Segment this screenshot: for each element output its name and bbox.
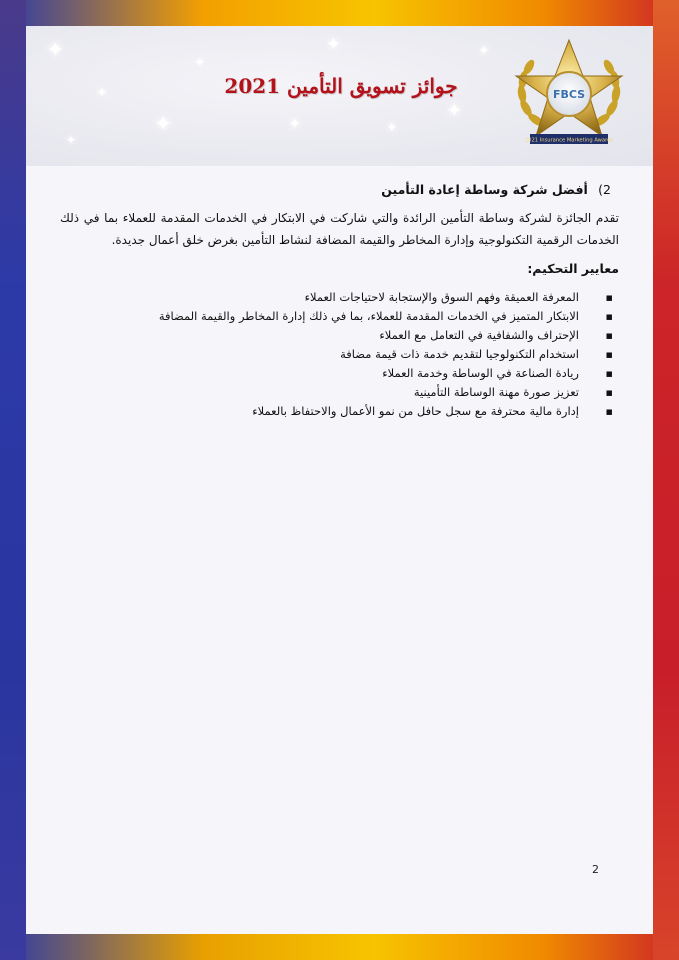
list-item-text: استخدام التكنولوجيا لتقديم خدمة ذات قيمة مضافة: [340, 347, 579, 361]
sparkle-icon: ✦: [446, 98, 463, 122]
list-item: [60, 326, 619, 345]
header-banner: [26, 26, 653, 166]
fbcs-award-emblem-icon: [510, 36, 628, 154]
page-number: 2: [592, 863, 599, 876]
list-item-text: الإحتراف والشفافية في التعامل مع العملاء: [379, 328, 579, 342]
border-bottom: [0, 934, 679, 960]
list-item-text: إدارة مالية محترفة مع سجل حافل من نمو الأعمال والاحتفاظ بالعملاء: [252, 404, 579, 418]
sparkle-icon: ✦: [326, 34, 342, 55]
logo-brand-text: FBCS: [552, 88, 586, 101]
sparkle-icon: ✦: [194, 55, 206, 71]
list-item: [60, 345, 619, 364]
page-title: جوائز تسويق التأمين 2021: [224, 74, 458, 98]
list-item-text: تعزيز صورة مهنة الوساطة التأمينية: [413, 385, 579, 399]
sparkle-icon: ✦: [478, 43, 490, 59]
sparkle-icon: ✦: [66, 133, 77, 147]
criteria-heading: معايير التحكيم:: [527, 261, 619, 276]
bullet-icon: ▪: [605, 386, 613, 399]
section-intro-paragraph: تقدم الجائزة لشركة وساطة التأمين الرائدة والتي شاركت في الابتكار في الخدمات المقدمة للعملاء بما في ذلك الخدمات الرقمية التكنولوجية وإدارة المخاطر والقيمة المضافة لنشاط التأمين بغرض خلق أعمال جديدة.: [60, 211, 619, 247]
bullet-icon: ▪: [605, 291, 613, 304]
sparkle-icon: ✦: [386, 120, 398, 136]
list-item: [60, 307, 619, 326]
bullet-icon: ▪: [605, 329, 613, 342]
bullet-icon: ▪: [605, 405, 613, 418]
sparkle-icon: ✦: [154, 112, 173, 137]
list-item-text: الابتكار المتميز في الخدمات المقدمة للعملاء، بما في ذلك إدارة المخاطر والقيمة المضافة: [158, 309, 579, 323]
section-number: 2): [598, 182, 611, 197]
logo-caption-text: 2021 Insurance Marketing Awards: [524, 137, 614, 144]
criteria-list: [60, 288, 619, 421]
bullet-icon: ▪: [605, 348, 613, 361]
sparkle-icon: ✦: [46, 38, 65, 63]
border-top: [0, 0, 679, 26]
list-item: [60, 383, 619, 402]
bullet-icon: ▪: [605, 367, 613, 380]
document-page: [26, 26, 653, 934]
award-logo: [510, 36, 628, 154]
border-right: [653, 0, 679, 960]
list-item-text: المعرفة العميقة وفهم السوق والإستجابة لاحتياجات العملاء: [304, 290, 579, 304]
section-heading: [60, 182, 611, 197]
document-content: [60, 182, 619, 421]
list-item: [60, 364, 619, 383]
section-title: أفضل شركة وساطة إعادة التأمين: [381, 182, 588, 197]
list-item: [60, 402, 619, 421]
bullet-icon: ▪: [605, 310, 613, 323]
sparkle-icon: ✦: [288, 114, 302, 133]
list-item-text: ريادة الصناعة في الوساطة وخدمة العملاء: [382, 366, 579, 380]
list-item: [60, 288, 619, 307]
sparkle-icon: ✦: [96, 85, 108, 101]
border-left: [0, 0, 26, 960]
